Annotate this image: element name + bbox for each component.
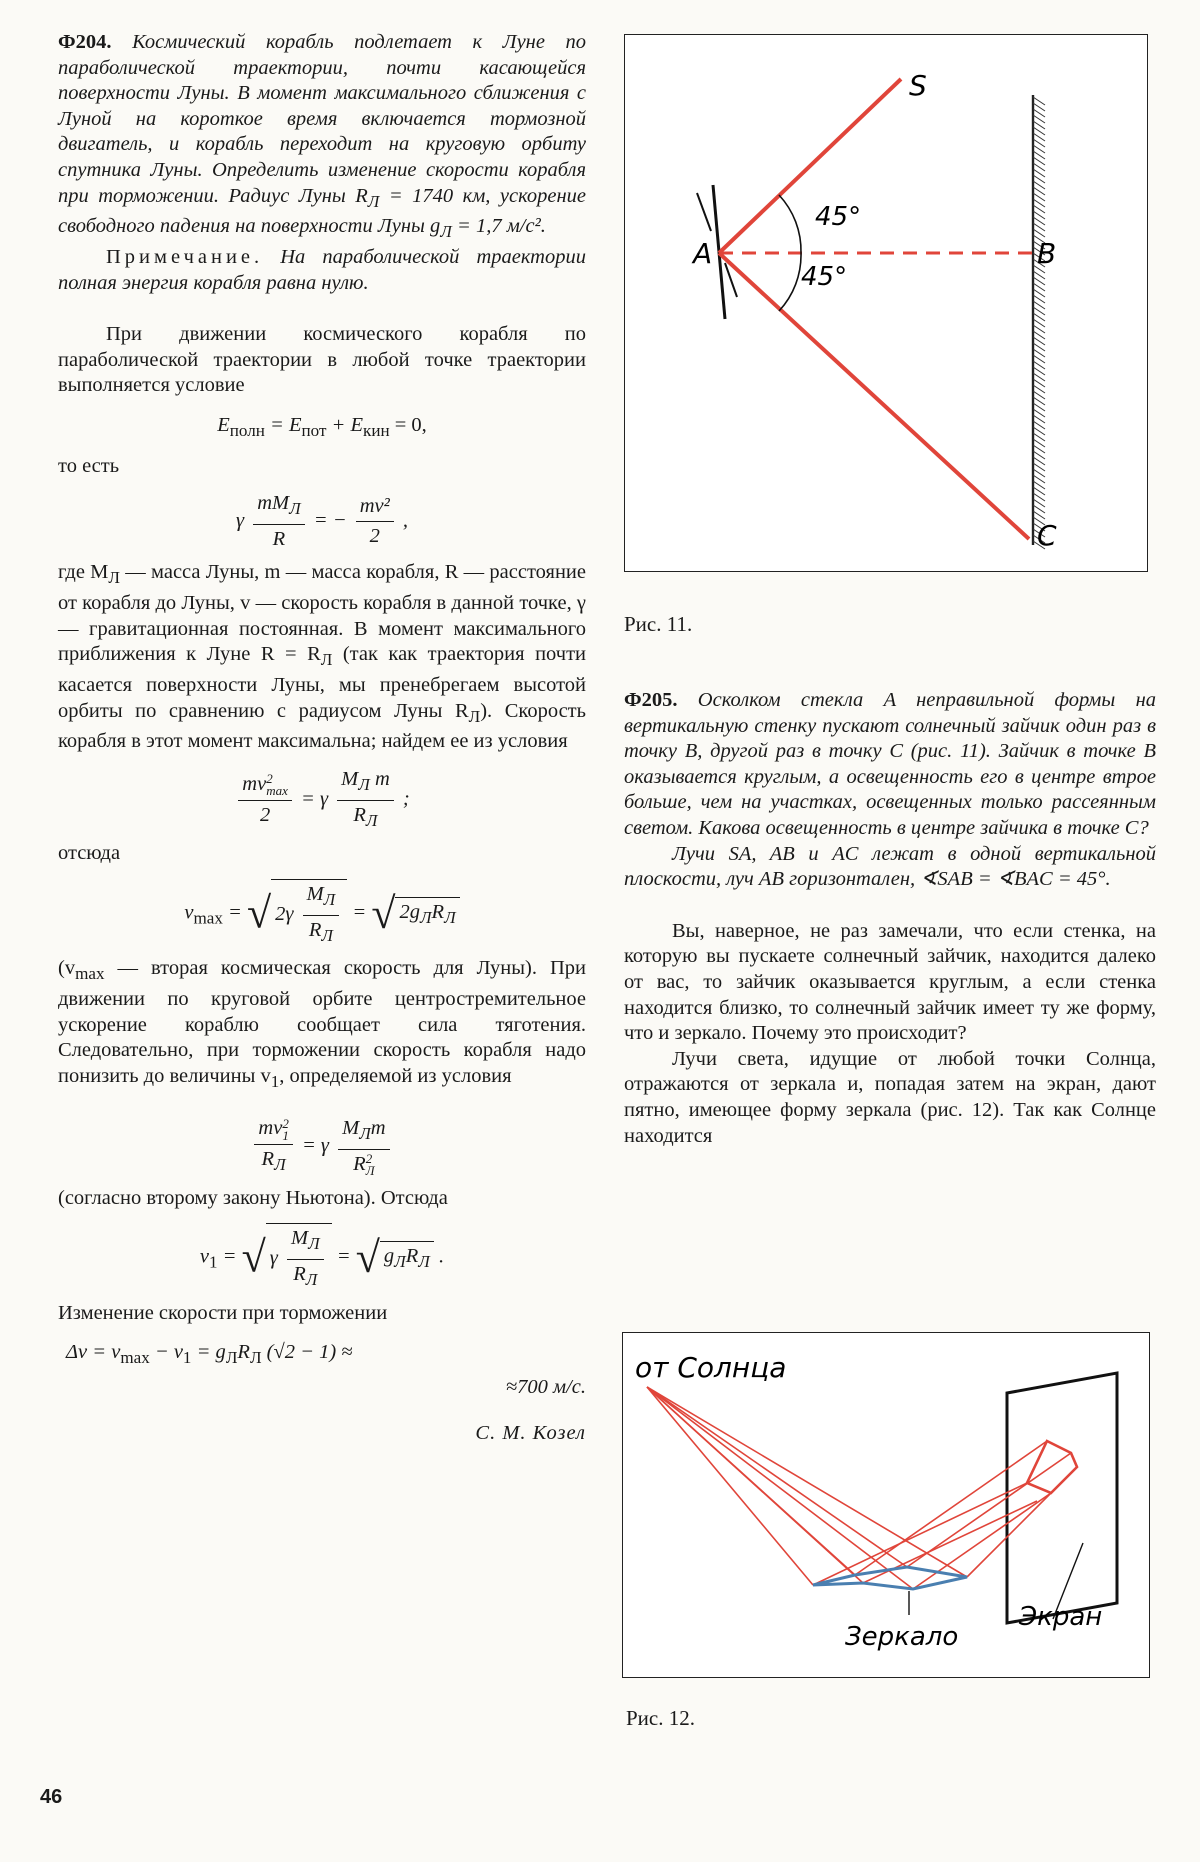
left-column (58, 30, 586, 1446)
frac-num: M (342, 1117, 360, 1140)
eq-part: R (405, 1245, 419, 1268)
label-b: B (1037, 237, 1057, 270)
frac-den: R (353, 803, 366, 826)
problem-205-text: Осколком стекла A неправильной формы на вертикальную стенку пускают солнечный зайчик один раз в точку B, другой раз в точку C (рис. 11). Зайчик в точке B оказывается круглым, а освещенность его в центре втрое больше, чем на участках, освещенных только рассеянным светом. Какова освещенность в центре зайчика в точке C? (624, 689, 1156, 839)
equation-energy (58, 413, 586, 444)
ray-ac (719, 253, 1029, 539)
sub: полн (229, 421, 265, 440)
eq-part: − v (149, 1341, 183, 1364)
figure-12-diagram (623, 1333, 1149, 1677)
eq-part: E (217, 413, 230, 436)
fraction (287, 1226, 324, 1292)
solution-204-p2 (58, 560, 586, 754)
equation-v1-condition: mv 2 1 $R_Л$ = γ $M_Лm$ R 2 Л (58, 1116, 586, 1177)
note-label: Примечание. (106, 245, 264, 268)
solution-204-p4: (согласно второму закону Ньютона). Отсюда (58, 1186, 448, 1209)
eq-part: 2γ (275, 902, 294, 925)
fraction (356, 494, 394, 550)
frac-num: m (369, 767, 390, 790)
mirror (813, 1567, 967, 1589)
sub: Л (419, 907, 432, 927)
sub: Л (418, 1252, 430, 1272)
radical: √ $2g_ЛR_Л$ (371, 894, 459, 934)
sub: Л (323, 889, 336, 909)
sub: max (193, 908, 223, 928)
sub: Л (249, 1348, 262, 1368)
sub: кин (363, 421, 390, 440)
eq-part: = E (264, 413, 302, 436)
eq-part: = g (191, 1341, 226, 1364)
sub: пот (301, 421, 327, 440)
sub: Л (274, 1155, 286, 1175)
sub: Л (108, 568, 120, 588)
sub: max (120, 1348, 150, 1368)
frac-den: R (308, 918, 322, 941)
angle-label-bottom: 45° (801, 262, 848, 292)
fraction (337, 767, 394, 833)
sup: 2 (266, 771, 273, 787)
angle-arc-bottom (779, 253, 801, 311)
problem-205 (624, 688, 1156, 842)
problem-204-text3: = 1,7 м/с². (451, 215, 546, 238)
sup: 2 (282, 1115, 289, 1131)
solution-204-p1: При движении космического корабля по параболической траектории в любой точке траектории выполняется условие (58, 323, 586, 397)
eq-part: v (184, 901, 194, 924)
solution-205-p2: Лучи света, идущие от любой точки Солнца, отражаются от зеркала и, попадая затем на экран, дают пятно, имеющее форму зеркала (рис. 12). Так как Солнце находится (624, 1047, 1156, 1147)
frac-den: 2 (259, 803, 271, 826)
eq-part: R (237, 1341, 250, 1364)
page-number: 46 (40, 1786, 63, 1808)
eq-part: 2g (399, 900, 420, 923)
text: (так как траектория почти касается поверхности Луны, мы пренебрегаем высотой орбиты по сравнению с радиусом Луны R (58, 643, 586, 722)
angle-arc-top (779, 195, 801, 253)
figure-12-caption: Рис. 12. (626, 1706, 695, 1730)
equation-vmax-condition: mv 2 max 2 = γ $\frac{M_Л m}{R_Л}$ ; (58, 767, 586, 833)
sub: Л (305, 1270, 318, 1290)
label-s: S (909, 69, 927, 102)
to-est-text: то есть (58, 454, 120, 477)
sub: Л (394, 1252, 406, 1272)
sub: Л (367, 191, 380, 211)
frac-num: m (370, 1117, 386, 1140)
equation-delta-v (58, 1340, 586, 1371)
frac-den: R (272, 527, 286, 550)
eq-part: (√2 − 1) ≈ (261, 1341, 353, 1364)
problem-204-label: Ф204. (58, 31, 112, 53)
radical: √ γ $\frac{M_Л}{R_Л}$ (242, 1223, 332, 1292)
figure-11-diagram (625, 35, 1147, 571)
eq-part: R (431, 900, 445, 923)
frac-den: R (353, 1153, 366, 1176)
eq-part: g (383, 1245, 395, 1268)
fraction (238, 772, 292, 828)
sub: 1 (270, 1071, 280, 1091)
frac-num: M (341, 767, 359, 790)
eq-part: γ (269, 1247, 278, 1270)
sub: Л (308, 1234, 320, 1254)
wall-hatching (1033, 97, 1045, 549)
sub: Л (225, 1348, 238, 1368)
sub: max (75, 964, 105, 984)
note-text: На параболической траектории полная энергия корабля равна нулю. (58, 245, 586, 294)
frac-num: M (306, 882, 324, 905)
right-column (624, 688, 1156, 1149)
sub: Л (359, 1124, 371, 1144)
sub: Л (440, 222, 452, 242)
label-mirror: Зеркало (845, 1622, 959, 1652)
frac-num: mv (242, 773, 267, 795)
label-c: C (1037, 519, 1057, 552)
fraction (338, 1116, 389, 1177)
sub: 1 (182, 1348, 192, 1368)
radical: √ 2γ $\frac{M_Л}{R_Л}$ (247, 879, 347, 948)
frac-num: M (291, 1227, 309, 1250)
otsyuda-text: отсюда (58, 842, 121, 865)
signature: С. М. Козел (475, 1421, 586, 1444)
normal-dash (697, 193, 711, 231)
solution-205-p1: Вы, наверное, не раз замечали, что если стенка, на которую вы пускаете солнечный зайчик, находится далеко от вас, то зайчик оказывается круглым, а если стенка находится близко, то солнечный зайчик имеет ту же форму, что и зеркало. Почему это происходит? (624, 919, 1156, 1045)
fraction (303, 882, 340, 948)
eq-part: + E (326, 413, 364, 436)
sub: Л (365, 1163, 375, 1179)
equation-delta-v-result: ≈700 м/с. (505, 1375, 586, 1398)
problem-204 (58, 30, 586, 245)
sub: Л (321, 925, 333, 945)
fraction (254, 1116, 292, 1177)
text: (v (58, 957, 76, 980)
screen (1007, 1373, 1117, 1623)
problem-204-text: Космический корабль подлетает к Луне по параболической траектории, почти касающейся поверхности Луны. В момент максимального сближения с Луной на короткое время включается тормозной двигатель, и корабль переходит на круговую орбиту спутника Луны. Определить изменение скорости корабля при торможении. Радиус Луны R (58, 31, 587, 207)
equation-vmax: $v_{max}$ = √ 2γ $\frac{M_Л}{R_Л}$ = √ $2g_ЛR_Л$ (58, 879, 586, 948)
problem-204-note (58, 245, 586, 296)
label-sun: от Солнца (635, 1351, 787, 1384)
sub: max (266, 783, 288, 799)
angle-label-top: 45° (815, 202, 862, 232)
eq-part: Δv = v (66, 1341, 121, 1364)
frac-den: R (261, 1148, 275, 1170)
problem-205-label: Ф205. (624, 689, 678, 711)
solution-204-p5: Изменение скорости при торможении (58, 1301, 388, 1324)
frac-num: mM (257, 492, 290, 515)
text: где M (58, 561, 109, 584)
sub: Л (468, 706, 481, 726)
ray-sa (719, 79, 901, 253)
text: ). Скорость корабля в этот момент максимальна; найдем ее из условия (58, 699, 586, 753)
sub: Л (358, 775, 370, 794)
eq-part: = 0, (389, 413, 427, 436)
radical: √ $g_ЛR_Л$ (356, 1238, 434, 1278)
label-screen: Экран (1019, 1602, 1103, 1632)
figure-11-caption: Рис. 11. (624, 612, 693, 636)
text: — масса Луны, m — масса корабля, R — расстояние от корабля до Луны, v — скорость корабля в данной точке, γ — гравитационная постоянная. В момент максимального приближения к Луне R = R (58, 561, 586, 666)
label-a: A (693, 237, 713, 270)
solution-204-p3 (58, 956, 586, 1094)
sup: 2 (365, 1151, 373, 1167)
sub: Л (320, 650, 333, 670)
text: — вторая космическая скорость для Луны). При движении по круговой орбите центростремительное ускорение кораблю сообщает сила тяготения. Следовательно, при торможении скорость корабля надо понизить до величины v (58, 957, 586, 1087)
frac-num: mv (258, 1117, 283, 1140)
equation-v1: $v_1$ = √ γ $\frac{M_Л}{R_Л}$ = √ $g_ЛR_Л$ . (58, 1223, 586, 1292)
frac-den: 2 (369, 525, 380, 548)
sub: Л (444, 907, 456, 927)
sub: Л (289, 499, 301, 519)
problem-204-text2: = 1740 км, ускорение свободного падения на поверхности Луны g (58, 184, 586, 238)
frac-num: mv² (356, 494, 394, 523)
figure-12 (622, 1332, 1150, 1678)
frac-den: R (293, 1262, 306, 1285)
sub: 1 (282, 1127, 289, 1143)
sub: 1 (209, 1252, 218, 1272)
eq-part: v (199, 1245, 209, 1268)
equation-potential: γ $\frac{mM_Л}{R}$ = − $\frac{\text{mv²}}{2}$ , (58, 491, 586, 552)
text: , определяемой из условия (279, 1064, 512, 1087)
problem-205-text2: Лучи SA, AB и AC лежат в одной вертикальной плоскости, луч AB горизонтален, ∢SAB = ∢BAC = 45°. (624, 842, 1156, 891)
figure-11 (624, 34, 1148, 572)
fraction (253, 491, 304, 552)
sub: Л (365, 810, 378, 830)
